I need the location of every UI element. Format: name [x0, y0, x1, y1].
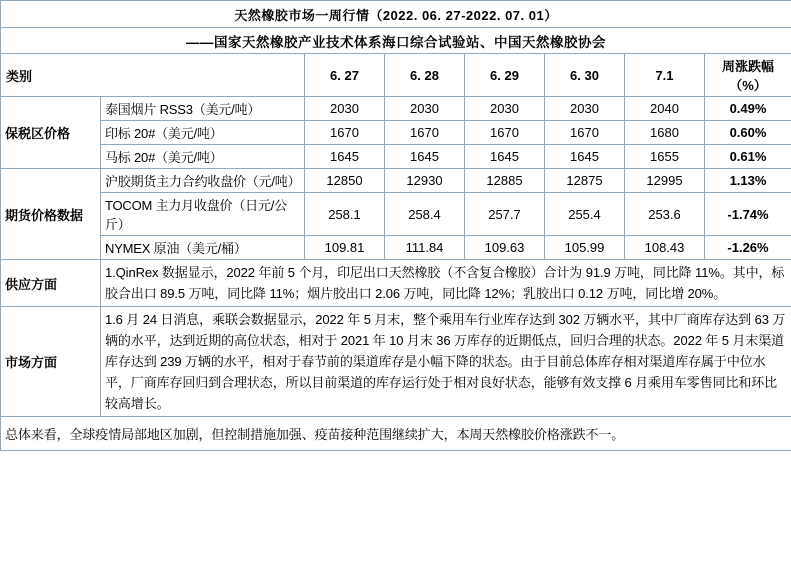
table-row-summary	[1, 417, 791, 451]
cell-value: 1645	[305, 145, 385, 169]
cell-weekly-change: 0.61%	[705, 145, 791, 169]
cell-value: 12850	[305, 169, 385, 193]
cell-weekly-change: 0.60%	[705, 121, 791, 145]
cell-value: 108.43	[625, 236, 705, 260]
table-row	[1, 260, 791, 307]
header-date-5: 7.1	[625, 54, 705, 97]
table-row	[1, 236, 791, 260]
category-bonded-zone-price: 保税区价格	[1, 97, 101, 169]
cell-value: 109.63	[465, 236, 545, 260]
cell-value: 111.84	[385, 236, 465, 260]
table-header-row	[1, 54, 791, 97]
report-title-line1: 天然橡胶市场一周行情（2022. 06. 27-2022. 07. 01）	[1, 1, 791, 28]
cell-value: 12875	[545, 169, 625, 193]
cell-value: 1645	[545, 145, 625, 169]
header-date-4: 6. 30	[545, 54, 625, 97]
header-category: 类别	[1, 54, 305, 97]
supply-side-text: 1.QinRex 数据显示，2022 年前 5 个月，印尼出口天然橡胶（不含复合橡胶）合计为 91.9 万吨，同比降 11%。其中，标胶合出口 89.5 万吨，同比降 11%；烟片胶出口 2.06 万吨，同比降 12%；乳胶出口 0.12 万吨，同比增 20%。	[101, 260, 791, 307]
table-row	[1, 193, 791, 236]
cell-value: 255.4	[545, 193, 625, 236]
cell-value: 12995	[625, 169, 705, 193]
cell-value: 253.6	[625, 193, 705, 236]
cell-weekly-change: -1.26%	[705, 236, 791, 260]
table-row	[1, 97, 791, 121]
item-label: 印标 20#（美元/吨）	[101, 121, 305, 145]
cell-value: 2030	[385, 97, 465, 121]
cell-value: 257.7	[465, 193, 545, 236]
cell-value: 1680	[625, 121, 705, 145]
title-row-primary	[1, 1, 791, 28]
cell-value: 1670	[305, 121, 385, 145]
cell-value: 12930	[385, 169, 465, 193]
cell-weekly-change: -1.74%	[705, 193, 791, 236]
header-weekly-change: 周涨跌幅（%）	[705, 54, 791, 97]
table-row	[1, 307, 791, 417]
cell-value: 2030	[465, 97, 545, 121]
cell-value: 109.81	[305, 236, 385, 260]
cell-value: 12885	[465, 169, 545, 193]
cell-value: 258.4	[385, 193, 465, 236]
cell-value: 105.99	[545, 236, 625, 260]
report-title-line2: ——国家天然橡胶产业技术体系海口综合试验站、中国天然橡胶协会	[1, 28, 791, 54]
cell-weekly-change: 0.49%	[705, 97, 791, 121]
item-label: TOCOM 主力月收盘价（日元/公斤）	[101, 193, 305, 236]
header-date-1: 6. 27	[305, 54, 385, 97]
title-row-secondary	[1, 28, 791, 54]
table-row	[1, 169, 791, 193]
cell-value: 2030	[545, 97, 625, 121]
overall-summary-text: 总体来看，全球疫情局部地区加剧，但控制措施加强、疫苗接种范围继续扩大，本周天然橡胶价格涨跌不一。	[1, 417, 791, 451]
cell-value: 1645	[385, 145, 465, 169]
table-row	[1, 145, 791, 169]
header-date-2: 6. 28	[385, 54, 465, 97]
item-label: 马标 20#（美元/吨）	[101, 145, 305, 169]
item-label: 沪胶期货主力合约收盘价（元/吨）	[101, 169, 305, 193]
cell-weekly-change: 1.13%	[705, 169, 791, 193]
cell-value: 1655	[625, 145, 705, 169]
item-label: 泰国烟片 RSS3（美元/吨）	[101, 97, 305, 121]
cell-value: 2030	[305, 97, 385, 121]
cell-value: 258.1	[305, 193, 385, 236]
item-label: NYMEX 原油（美元/桶）	[101, 236, 305, 260]
cell-value: 1645	[465, 145, 545, 169]
cell-value: 1670	[465, 121, 545, 145]
cell-value: 2040	[625, 97, 705, 121]
category-futures-price-data: 期货价格数据	[1, 169, 101, 260]
cell-value: 1670	[385, 121, 465, 145]
category-supply-side: 供应方面	[1, 260, 101, 307]
cell-value: 1670	[545, 121, 625, 145]
header-date-3: 6. 29	[465, 54, 545, 97]
category-market-side: 市场方面	[1, 307, 101, 417]
market-side-text: 1.6 月 24 日消息，乘联会数据显示，2022 年 5 月末，整个乘用车行业库存达到 302 万辆水平，其中厂商库存达到 63 万辆的水平，达到近期的高位状态，相对于 2021 年 10 月末 36 万库存的近期低点，回归合理的状态。2022 年 5 月末渠道库存达到 239 万辆的水平，相对于春节前的渠道库存是小幅下降的状态。由于目前总体库存相对渠道库存属于中位水平，厂商库存回归到合理状态，所以目前渠道的库存运行处于相对良好状态，能够有效支撑 6 月乘用车零售同比和环比较高增长。	[101, 307, 791, 417]
table-row	[1, 121, 791, 145]
